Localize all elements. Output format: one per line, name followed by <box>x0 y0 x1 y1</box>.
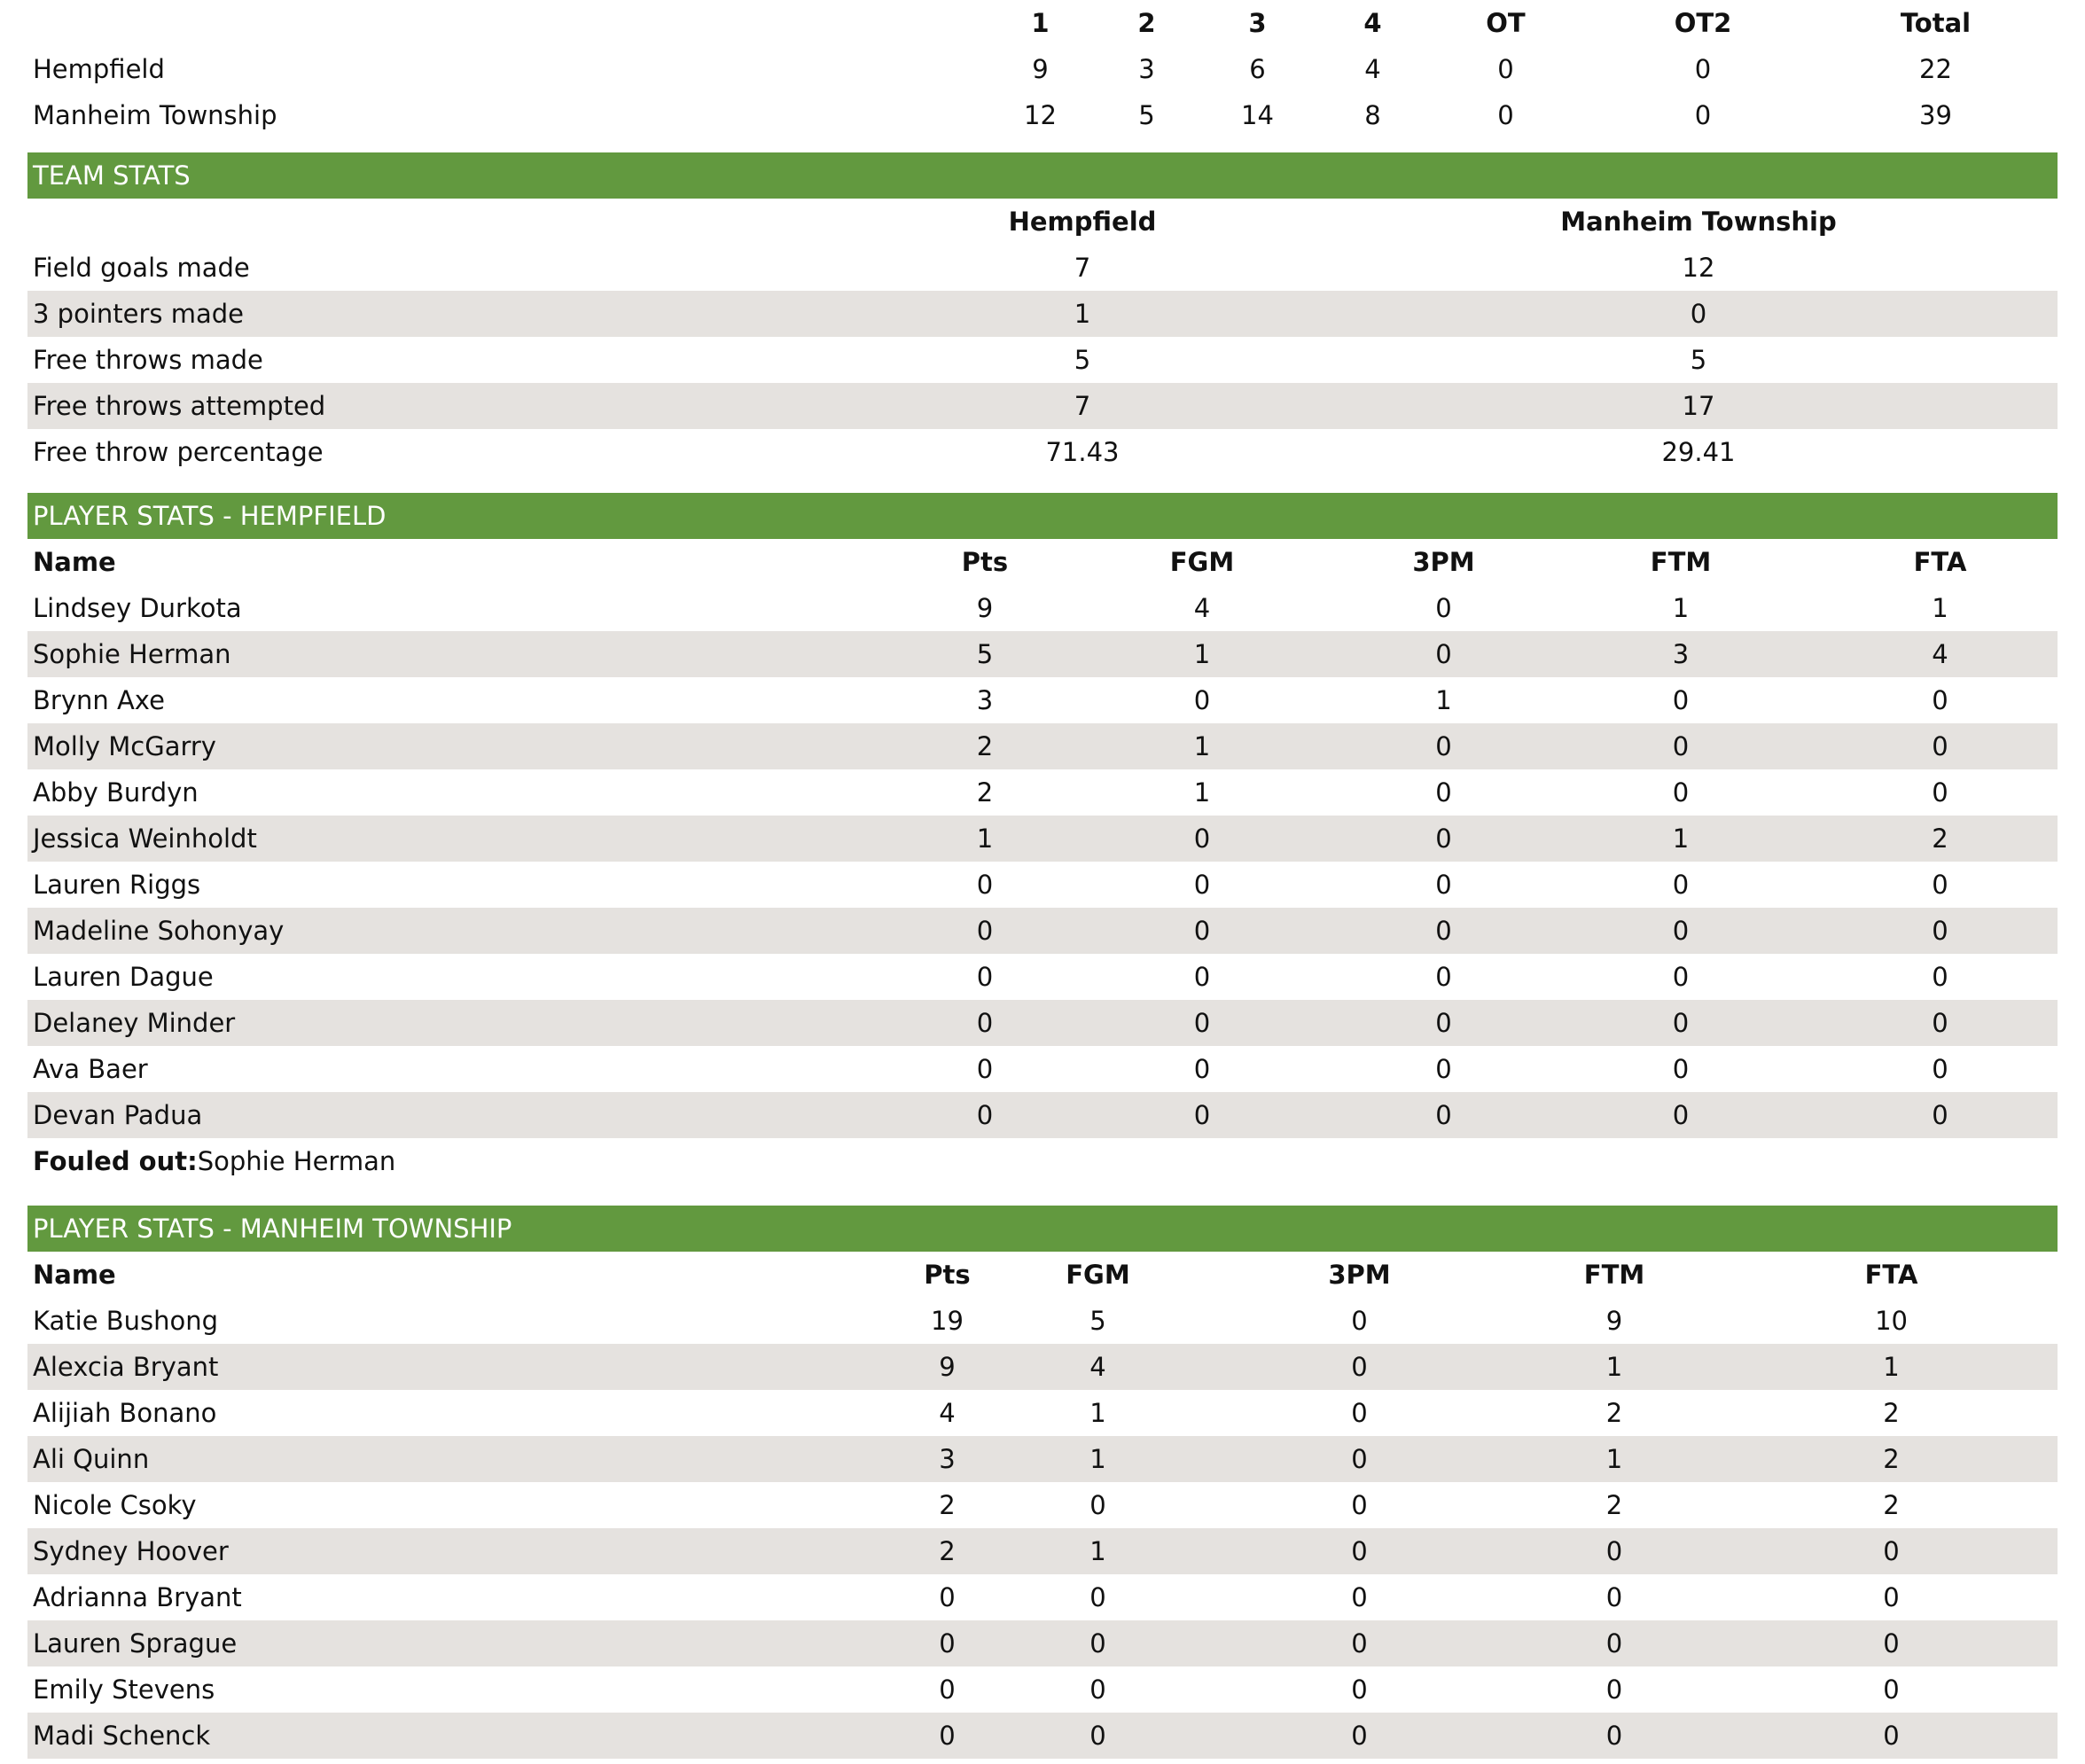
player-ftm: 1 <box>1672 593 1690 623</box>
fouled-out-player: Sophie Herman <box>197 1146 396 1176</box>
team-stats-row <box>27 429 2058 475</box>
fouled-out-note <box>27 1138 2058 1184</box>
player-pts: 0 <box>914 1620 980 1666</box>
team-stat-value: 5 <box>1690 345 1707 375</box>
player-name: Adrianna Bryant <box>33 1582 242 1612</box>
player-3pm: 0 <box>1348 1092 1539 1138</box>
team-stat-value: 17 <box>1339 383 2058 429</box>
player-ftm: 0 <box>1539 1092 1823 1138</box>
column-header-3pm: 3PM <box>1328 1260 1391 1290</box>
player-fgm: 5 <box>1089 1306 1106 1336</box>
player-fta: 0 <box>1823 723 2058 769</box>
player-pts: 1 <box>914 816 1056 862</box>
linescore-header-q4: 4 <box>1363 8 1382 38</box>
player-pts: 0 <box>914 1092 1056 1138</box>
player-pts: 4 <box>939 1398 956 1428</box>
player-3pm: 0 <box>1348 1000 1539 1046</box>
player-row <box>27 1482 2058 1528</box>
player-ftm: 3 <box>1539 631 1823 677</box>
player-3pm: 0 <box>1435 870 1452 900</box>
hempfield-player-stats-table <box>27 493 2058 1184</box>
player-pts: 5 <box>914 631 1056 677</box>
player-row <box>27 1713 2058 1759</box>
linescore-cell: 9 <box>1032 54 1049 84</box>
team-stats-label-header <box>27 199 825 245</box>
player-3pm: 0 <box>1435 1054 1452 1084</box>
player-fgm: 1 <box>1056 723 1348 769</box>
player-fgm: 0 <box>1193 1054 1211 1084</box>
player-fta: 0 <box>1725 1713 2058 1759</box>
player-row <box>27 585 2058 631</box>
player-row <box>27 1298 2058 1344</box>
player-row <box>27 677 2058 723</box>
player-fgm: 0 <box>980 1713 1215 1759</box>
column-header-name: Name <box>33 1260 116 1290</box>
player-pts: 9 <box>914 1344 980 1390</box>
player-pts: 0 <box>976 870 994 900</box>
player-fgm: 1 <box>1056 631 1348 677</box>
linescore-row <box>27 46 2058 92</box>
team-stat-value: 5 <box>1074 345 1091 375</box>
player-fta: 0 <box>1932 777 1948 808</box>
column-header-pts: Pts <box>961 547 1009 577</box>
linescore-team-name: Hempfield <box>33 54 165 84</box>
player-fgm: 1 <box>980 1436 1215 1482</box>
player-ftm: 0 <box>1672 777 1690 808</box>
player-fta: 0 <box>1932 1054 1948 1084</box>
column-header-name: Name <box>33 547 116 577</box>
player-name: Lauren Sprague <box>27 1620 914 1666</box>
player-ftm: 0 <box>1503 1528 1725 1574</box>
player-3pm: 0 <box>1351 1490 1368 1520</box>
player-fgm: 1 <box>1193 777 1211 808</box>
player-3pm: 0 <box>1215 1713 1503 1759</box>
player-ftm: 0 <box>1672 685 1690 715</box>
player-fta: 0 <box>1932 870 1948 900</box>
player-fta: 1 <box>1932 593 1948 623</box>
linescore-total: 39 <box>1919 100 1952 130</box>
player-fgm: 0 <box>1193 870 1211 900</box>
player-fta: 10 <box>1875 1306 1908 1336</box>
player-pts: 0 <box>914 1000 1056 1046</box>
team-stats-row <box>27 337 2058 383</box>
hempfield-section-header <box>27 493 2058 539</box>
linescore-cell: 0 <box>1694 100 1712 130</box>
player-name: Abby Burdyn <box>33 777 199 808</box>
player-name: Ava Baer <box>33 1054 148 1084</box>
linescore-cell: 0 <box>1497 100 1514 130</box>
team-stat-label: Free throws made <box>33 345 263 375</box>
hempfield-header-row <box>27 539 2058 585</box>
player-fgm: 0 <box>1056 908 1348 954</box>
team-stat-value: 71.43 <box>1045 437 1120 467</box>
player-fgm: 0 <box>1089 1674 1106 1705</box>
linescore-team-name: Manheim Township <box>33 100 277 130</box>
team-stat-value: 7 <box>825 383 1339 429</box>
player-ftm: 2 <box>1605 1490 1623 1520</box>
linescore-total: 22 <box>1919 54 1952 84</box>
team-stat-value: 1 <box>825 291 1339 337</box>
manheim-section-title: PLAYER STATS - MANHEIM TOWNSHIP <box>27 1206 2058 1252</box>
linescore-cell: 8 <box>1364 100 1381 130</box>
player-name: Ali Quinn <box>27 1436 914 1482</box>
player-name: Katie Bushong <box>33 1306 219 1336</box>
player-row <box>27 1000 2058 1046</box>
linescore-cell: 14 <box>1241 100 1274 130</box>
player-name: Lindsey Durkota <box>33 593 242 623</box>
player-fta: 0 <box>1823 1092 2058 1138</box>
player-fgm: 0 <box>1193 962 1211 992</box>
player-fta: 0 <box>1883 1674 1900 1705</box>
player-name: Emily Stevens <box>33 1674 215 1705</box>
player-fta: 0 <box>1725 1620 2058 1666</box>
player-fta: 0 <box>1725 1528 2058 1574</box>
player-fta: 2 <box>1823 816 2058 862</box>
player-3pm: 0 <box>1348 816 1539 862</box>
column-header-fgm: FGM <box>1066 1260 1130 1290</box>
player-3pm: 0 <box>1351 1398 1368 1428</box>
team-stats-team1-header: Hempfield <box>1008 207 1157 237</box>
manheim-player-rows <box>27 1298 2058 1759</box>
player-row <box>27 1390 2058 1436</box>
linescore-header-total: Total <box>1900 8 1972 38</box>
player-fgm: 1 <box>1089 1398 1106 1428</box>
player-fta: 0 <box>1932 962 1948 992</box>
player-3pm: 1 <box>1435 685 1452 715</box>
player-row <box>27 908 2058 954</box>
player-row <box>27 723 2058 769</box>
column-header-fta: FTA <box>1864 1260 1918 1290</box>
player-row <box>27 816 2058 862</box>
player-pts: 19 <box>931 1306 964 1336</box>
team-stats-header-row <box>27 199 2058 245</box>
player-fgm: 0 <box>980 1620 1215 1666</box>
player-ftm: 0 <box>1605 1582 1623 1612</box>
player-fta: 4 <box>1823 631 2058 677</box>
linescore-header-q2: 2 <box>1137 8 1156 38</box>
team-stats-title: TEAM STATS <box>27 152 2058 199</box>
player-3pm: 0 <box>1348 631 1539 677</box>
player-pts: 0 <box>976 962 994 992</box>
player-fta: 1 <box>1725 1344 2058 1390</box>
player-row <box>27 954 2058 1000</box>
player-fta: 0 <box>1932 685 1948 715</box>
player-fta: 2 <box>1725 1436 2058 1482</box>
player-ftm: 0 <box>1539 1000 1823 1046</box>
player-ftm: 1 <box>1503 1436 1725 1482</box>
player-ftm: 1 <box>1503 1344 1725 1390</box>
player-pts: 9 <box>976 593 994 623</box>
team-stats-row <box>27 383 2058 429</box>
player-pts: 0 <box>914 908 1056 954</box>
player-3pm: 0 <box>1348 908 1539 954</box>
linescore-cell: 5 <box>1138 100 1155 130</box>
player-row <box>27 1620 2058 1666</box>
linescore-team-header <box>27 0 976 46</box>
player-name: Jessica Weinholdt <box>27 816 914 862</box>
player-row <box>27 769 2058 816</box>
player-fgm: 0 <box>1056 1092 1348 1138</box>
player-row <box>27 1574 2058 1620</box>
team-stat-label: 3 pointers made <box>27 291 825 337</box>
player-pts: 0 <box>939 1582 956 1612</box>
player-ftm: 0 <box>1503 1620 1725 1666</box>
player-3pm: 0 <box>1435 962 1452 992</box>
player-pts: 0 <box>914 1713 980 1759</box>
player-name: Lauren Dague <box>33 962 214 992</box>
player-ftm: 0 <box>1539 908 1823 954</box>
player-name: Delaney Minder <box>27 1000 914 1046</box>
column-header-3pm: 3PM <box>1412 547 1475 577</box>
player-row <box>27 1092 2058 1138</box>
manheim-header-row <box>27 1252 2058 1298</box>
player-row <box>27 1436 2058 1482</box>
team-stats-row <box>27 245 2058 291</box>
player-name: Madi Schenck <box>27 1713 914 1759</box>
player-3pm: 0 <box>1348 723 1539 769</box>
player-3pm: 0 <box>1351 1674 1368 1705</box>
column-header-ftm: FTM <box>1583 1260 1645 1290</box>
player-fgm: 4 <box>980 1344 1215 1390</box>
player-fgm: 1 <box>980 1528 1215 1574</box>
player-name: Devan Padua <box>27 1092 914 1138</box>
player-ftm: 2 <box>1605 1398 1623 1428</box>
player-name: Alijiah Bonano <box>33 1398 217 1428</box>
team-stat-value: 7 <box>1074 253 1091 283</box>
manheim-section-header <box>27 1206 2058 1252</box>
player-3pm: 0 <box>1435 593 1452 623</box>
team-stat-value: 0 <box>1339 291 2058 337</box>
column-header-ftm: FTM <box>1650 547 1712 577</box>
player-row <box>27 1344 2058 1390</box>
player-name: Sophie Herman <box>27 631 914 677</box>
player-name: Lauren Riggs <box>33 870 201 900</box>
player-row <box>27 1528 2058 1574</box>
linescore-cell: 3 <box>1138 54 1155 84</box>
player-name: Sydney Hoover <box>27 1528 914 1574</box>
player-pts: 2 <box>976 777 994 808</box>
team-stat-value: 12 <box>1682 253 1715 283</box>
player-ftm: 0 <box>1672 1054 1690 1084</box>
manheim-player-stats-table <box>27 1206 2058 1759</box>
player-fgm: 0 <box>1193 685 1211 715</box>
team-stats-row <box>27 291 2058 337</box>
hempfield-player-rows <box>27 585 2058 1138</box>
column-header-fgm: FGM <box>1169 547 1235 577</box>
player-row <box>27 1666 2058 1713</box>
player-pts: 3 <box>914 1436 980 1482</box>
player-fta: 2 <box>1883 1398 1900 1428</box>
player-ftm: 1 <box>1539 816 1823 862</box>
linescore-header-q3: 3 <box>1248 8 1267 38</box>
player-3pm: 0 <box>1215 1620 1503 1666</box>
player-ftm: 0 <box>1672 962 1690 992</box>
column-header-pts: Pts <box>924 1260 971 1290</box>
player-fta: 2 <box>1883 1490 1900 1520</box>
player-pts: 3 <box>976 685 994 715</box>
column-header-fta: FTA <box>1913 547 1967 577</box>
team-stat-label: Field goals made <box>33 253 250 283</box>
team-stats-table <box>27 152 2058 475</box>
player-pts: 0 <box>976 1054 994 1084</box>
player-name: Madeline Sohonyay <box>27 908 914 954</box>
linescore-header-ot2: OT2 <box>1674 8 1732 38</box>
linescore-cell: 0 <box>1497 54 1514 84</box>
player-pts: 0 <box>939 1674 956 1705</box>
player-name: Nicole Csoky <box>33 1490 197 1520</box>
linescore-header-ot: OT <box>1486 8 1526 38</box>
fouled-out-label: Fouled out: <box>33 1146 198 1176</box>
team-stat-label: Free throws attempted <box>27 383 825 429</box>
player-fta: 0 <box>1883 1582 1900 1612</box>
team-stats-team2-header: Manheim Township <box>1560 207 1837 237</box>
player-fgm: 4 <box>1193 593 1211 623</box>
player-3pm: 0 <box>1215 1436 1503 1482</box>
team-stat-label: Free throw percentage <box>33 437 324 467</box>
linescore-header-row <box>27 0 2058 46</box>
player-ftm: 0 <box>1672 870 1690 900</box>
player-pts: 2 <box>939 1490 956 1520</box>
player-3pm: 0 <box>1215 1528 1503 1574</box>
player-name: Brynn Axe <box>33 685 165 715</box>
player-ftm: 0 <box>1605 1674 1623 1705</box>
player-fta: 0 <box>1823 908 2058 954</box>
player-3pm: 0 <box>1435 777 1452 808</box>
player-3pm: 0 <box>1351 1582 1368 1612</box>
linescore-cell: 4 <box>1364 54 1381 84</box>
player-ftm: 9 <box>1605 1306 1623 1336</box>
player-fgm: 0 <box>1056 1000 1348 1046</box>
player-row <box>27 862 2058 908</box>
linescore-table <box>27 0 2058 138</box>
player-pts: 2 <box>914 723 1056 769</box>
linescore-row <box>27 92 2058 138</box>
player-3pm: 0 <box>1351 1306 1368 1336</box>
team-stat-value: 29.41 <box>1661 437 1736 467</box>
player-fgm: 0 <box>1089 1582 1106 1612</box>
fouled-out-row <box>27 1138 2058 1184</box>
player-fta: 0 <box>1823 1000 2058 1046</box>
linescore-cell: 6 <box>1249 54 1266 84</box>
player-name: Alexcia Bryant <box>27 1344 914 1390</box>
player-fgm: 0 <box>1056 816 1348 862</box>
linescore-cell: 0 <box>1694 54 1712 84</box>
player-row <box>27 1046 2058 1092</box>
player-ftm: 0 <box>1503 1713 1725 1759</box>
player-ftm: 0 <box>1539 723 1823 769</box>
linescore-header-q1: 1 <box>1031 8 1050 38</box>
hempfield-section-title: PLAYER STATS - HEMPFIELD <box>27 493 2058 539</box>
player-3pm: 0 <box>1215 1344 1503 1390</box>
team-stats-section-header <box>27 152 2058 199</box>
player-name: Molly McGarry <box>27 723 914 769</box>
player-row <box>27 631 2058 677</box>
player-pts: 2 <box>914 1528 980 1574</box>
linescore-cell: 12 <box>1024 100 1057 130</box>
player-fgm: 0 <box>1089 1490 1106 1520</box>
